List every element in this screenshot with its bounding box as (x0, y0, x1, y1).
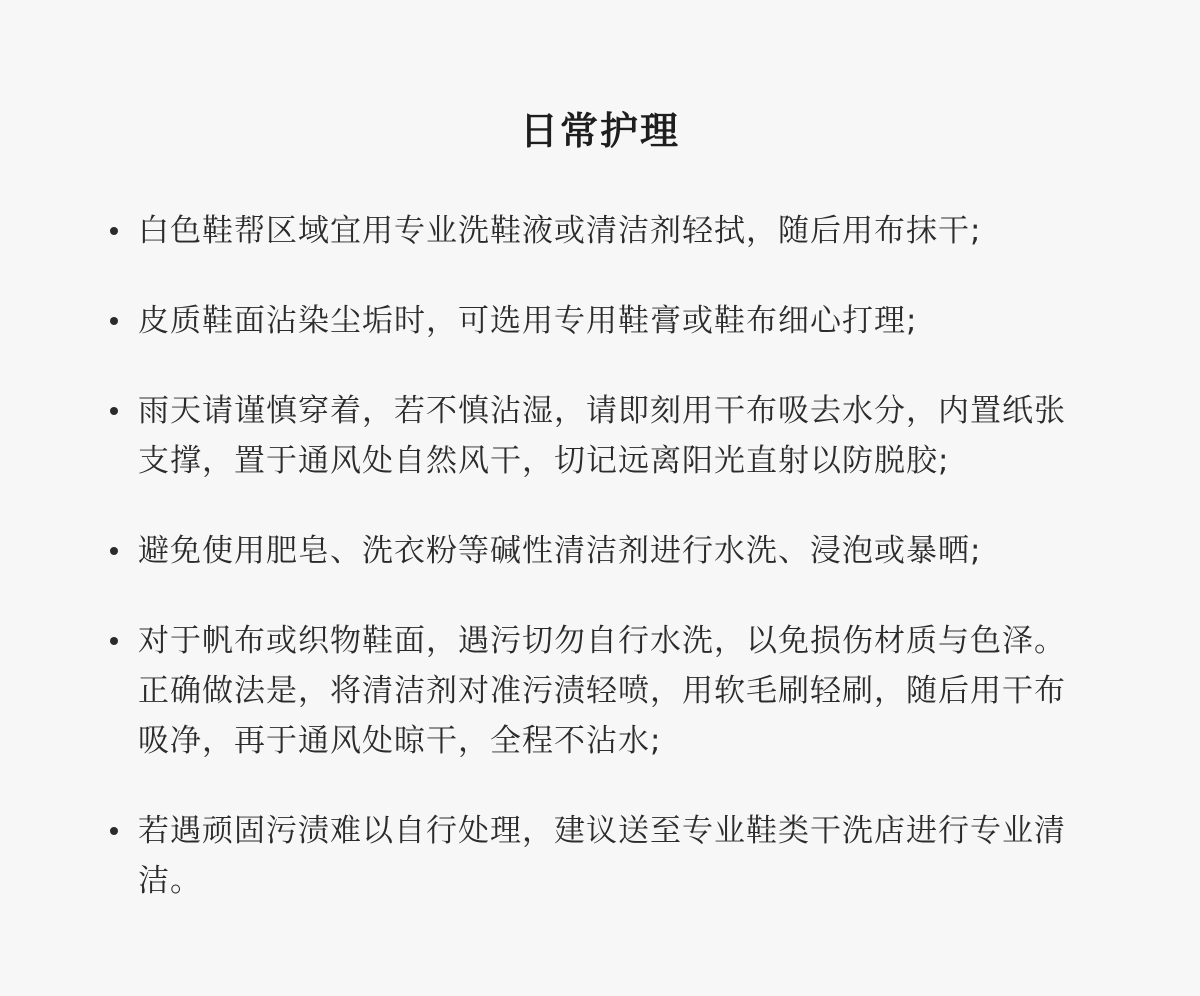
bullet-icon (110, 227, 118, 235)
list-item-text: 对于帆布或织物鞋面，遇污切勿自行水洗，以免损伤材质与色泽。正确做法是，将清洁剂对准污渍轻喷，用软毛刷轻刷，随后用干布吸净，再于通风处晾干，全程不沾水; (138, 623, 1066, 759)
list-item (110, 296, 1070, 346)
bullet-icon (110, 317, 118, 325)
list-item (110, 206, 1070, 256)
care-instructions-list (110, 206, 1070, 946)
bullet-icon (110, 637, 118, 645)
bullet-icon (110, 547, 118, 555)
page-title: 日常护理 (519, 109, 680, 153)
list-item (110, 616, 1070, 766)
bullet-icon (110, 407, 118, 415)
list-item-text: 皮质鞋面沾染尘垢时，可选用专用鞋膏或鞋布细心打理; (138, 303, 918, 339)
list-item-text: 避免使用肥皂、洗衣粉等碱性清洁剂进行水洗、浸泡或暴晒; (138, 533, 982, 569)
list-item (110, 526, 1070, 576)
bullet-icon (110, 827, 118, 835)
list-item (110, 806, 1070, 906)
list-item-text: 白色鞋帮区域宜用专业洗鞋液或清洁剂轻拭，随后用布抹干; (138, 213, 982, 249)
list-item-text: 雨天请谨慎穿着，若不慎沾湿，请即刻用干布吸去水分，内置纸张支撑，置于通风处自然风干，切记远离阳光直射以防脱胶; (138, 393, 1066, 479)
list-item (110, 386, 1070, 486)
list-item-text: 若遇顽固污渍难以自行处理，建议送至专业鞋类干洗店进行专业清洁。 (138, 813, 1066, 899)
